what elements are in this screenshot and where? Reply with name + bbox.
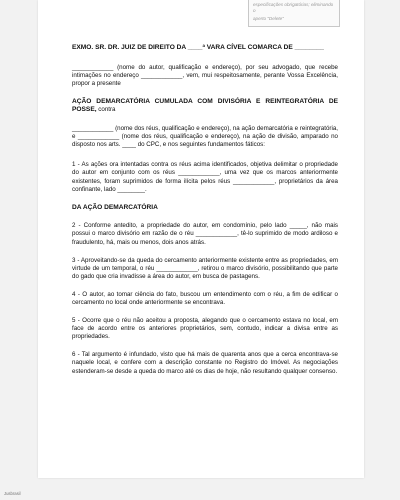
action-title: AÇÃO DEMARCATÓRIA CUMULADA COM DIVISÓRIA E REINTEGRATÓRIA DE POSSE, — [72, 97, 338, 114]
paragraph-1: 1 - As ações ora intentadas contra os réus acima identificados, objetiva delimitar o propriedade do autor em conjunto com os réus ____________, uma vez que os marcos anteriormente existentes, foram suprimidos de forma ilícita pelos réus ____________, proprietários da área confinante, lado ________. — [72, 161, 338, 193]
court-heading: EXMO. SR. DR. JUIZ DE DIREITO DA ____ª VARA CÍVEL COMARCA DE ________ — [72, 44, 324, 51]
footer-brand: Jusbrasil — [4, 491, 21, 496]
instruction-note — [248, 0, 340, 27]
paragraph-3: 3 - Aproveitando-se da queda do cercamento anteriormente existente entre as propriedades, em virtude de um temporal, o réu ____________, retirou o marco divisório, possibilitando que parte do gado que cria invadisse a área do autor, em busca de pastagens. — [72, 256, 338, 280]
document-page — [38, 0, 364, 478]
action-title-paragraph — [72, 98, 338, 115]
action-title-suffix: contra — [96, 106, 116, 114]
section-title: DA AÇÃO DEMARCATÓRIA — [72, 203, 158, 211]
defendants-paragraph: ____________ (nome dos réus, qualificação e endereço), na ação demarcatória e reintegratória, e ____________ (nome dos réus, qualificação e endereço), na ação de divisão, amparado no disposto nos arts. ____ do CPC, e nos seguintes fundamentos fáticos: — [72, 125, 338, 149]
paragraph-4: 4 - O autor, ao tomar ciência do fato, buscou um entendimento com o réu, a fim de edificar o cercamento no local onde anteriormente se encontrava. — [72, 290, 338, 306]
instruction-note-line-2: aperto "Delete" — [253, 16, 284, 21]
intro-paragraph: ____________ (nome do autor, qualificação e endereço), por seu advogado, que recebe intimações no endereço ____________, vem, mui respeitosamente, perante Vossa Excelência, propor a presente — [72, 63, 338, 87]
paragraph-5: 5 - Ocorre que o réu não aceitou a proposta, alegando que o cercamento estava no local, em face de acordo entre os anteriores proprietários, sem, contudo, indicar a divisa entre as propriedades. — [72, 317, 338, 341]
document-body — [72, 44, 338, 376]
paragraph-6: 6 - Tal argumento é infundado, visto que há mais de quarenta anos que a cerca encontrava-se naquele local, e confere com a descrição constante no Registro do Imóvel. As negociações estenderam-se desde a queda do marco até os dias de hoje, não resultando qualquer consenso. — [72, 351, 338, 375]
paragraph-2: 2 - Conforme antedito, a propriedade do autor, em condomínio, pelo lado _____, não mais possui o marco divisório em razão de o réu ____________, tê-lo suprimido de modo ardiloso e fraudulento, há, mais ou menos, dois anos atrás. — [72, 222, 338, 246]
instruction-note-line-1: especificações obrigatórias; eliminando o — [253, 2, 334, 13]
